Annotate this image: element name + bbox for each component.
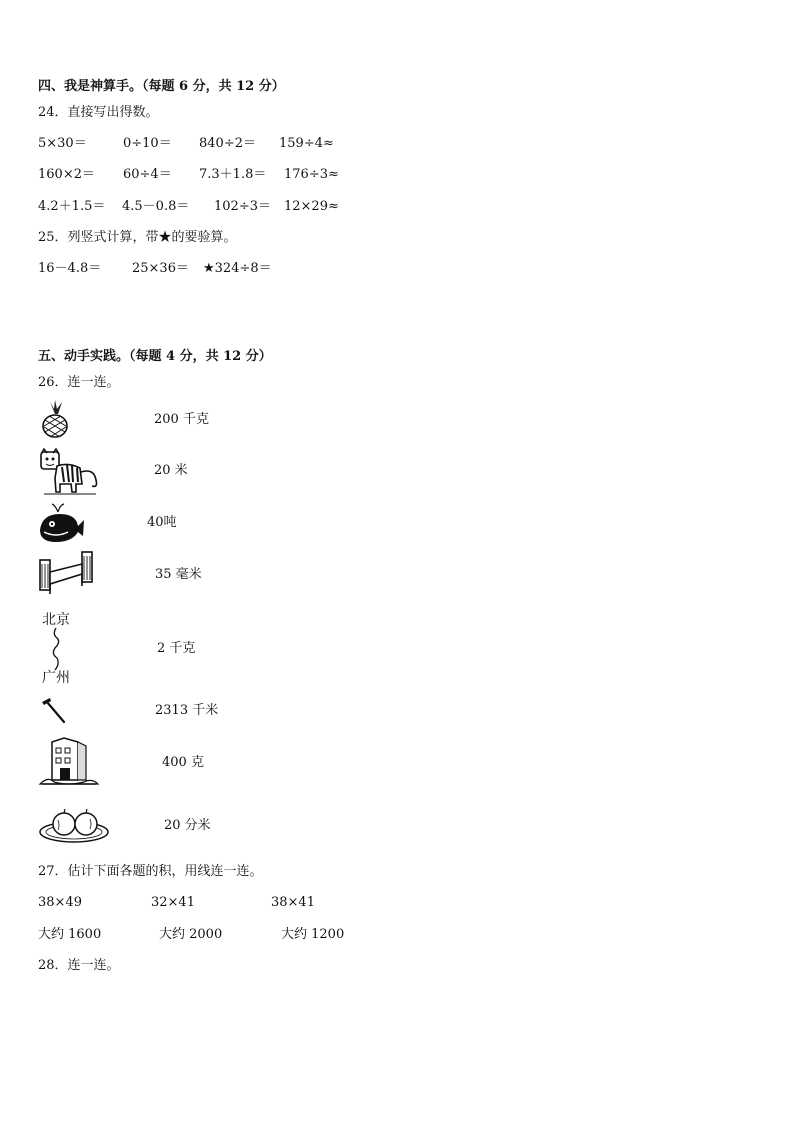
map-label-beijing: 北京 xyxy=(42,612,70,628)
calc-item: 840÷2＝ xyxy=(199,136,256,151)
estimate-expression: 38×41 xyxy=(271,895,315,910)
section-5-heading: 五、动手实践。（每题 4 分，共 12 分） xyxy=(38,349,272,364)
calc-item: 176÷3≈ xyxy=(284,167,339,182)
estimate-result: 大约 1200 xyxy=(281,927,345,942)
measure-label: 40吨 xyxy=(147,515,177,530)
vertical-calc-item: ★324÷8＝ xyxy=(203,261,272,276)
calc-item: 159÷4≈ xyxy=(279,136,334,151)
calc-item: 102÷3＝ xyxy=(214,199,271,214)
calc-item: 7.3＋1.8＝ xyxy=(199,167,267,182)
map-label-guangzhou: 广州 xyxy=(42,670,70,686)
calc-item: 160×2＝ xyxy=(38,167,95,182)
measure-label: 200 千克 xyxy=(154,412,209,427)
vertical-calc-item: 16－4.8＝ xyxy=(38,261,102,276)
measure-label: 2313 千米 xyxy=(155,703,219,718)
estimate-result: 大约 1600 xyxy=(38,927,102,942)
question-26-title: 26．连一连。 xyxy=(38,375,120,390)
estimate-expression: 38×49 xyxy=(38,895,82,910)
calc-item: 12×29≈ xyxy=(284,199,339,214)
question-27-title: 27．估计下面各题的积，用线连一连。 xyxy=(38,864,263,879)
estimate-result: 大约 2000 xyxy=(159,927,223,942)
vertical-calc-item: 25×36＝ xyxy=(132,261,189,276)
measure-label: 400 克 xyxy=(162,755,204,770)
nail-icon xyxy=(40,696,70,726)
measure-label: 20 分米 xyxy=(164,818,211,833)
whale-icon xyxy=(38,502,86,544)
calc-item: 5×30＝ xyxy=(38,136,87,151)
building-icon xyxy=(38,736,100,788)
beijing-guangzhou-map-icon xyxy=(42,612,82,688)
question-28-title: 28．连一连。 xyxy=(38,958,120,973)
question-24-title: 24．直接写出得数。 xyxy=(38,105,159,120)
calc-item: 0÷10＝ xyxy=(123,136,172,151)
question-25-title: 25．列竖式计算，带★的要验算。 xyxy=(38,230,237,245)
calc-item: 4.2＋1.5＝ xyxy=(38,199,106,214)
section-4-heading: 四、我是神算手。（每题 6 分，共 12 分） xyxy=(38,79,285,94)
calc-item: 4.5－0.8＝ xyxy=(122,199,190,214)
tiger-icon xyxy=(38,448,100,498)
calc-item: 60÷4＝ xyxy=(123,167,172,182)
measure-label: 20 米 xyxy=(154,463,188,478)
measure-label: 35 毫米 xyxy=(155,567,202,582)
bed-icon xyxy=(38,550,94,596)
pineapple-icon xyxy=(38,400,72,438)
measure-label: 2 千克 xyxy=(157,641,196,656)
estimate-expression: 32×41 xyxy=(151,895,195,910)
apples-plate-icon xyxy=(38,806,110,844)
